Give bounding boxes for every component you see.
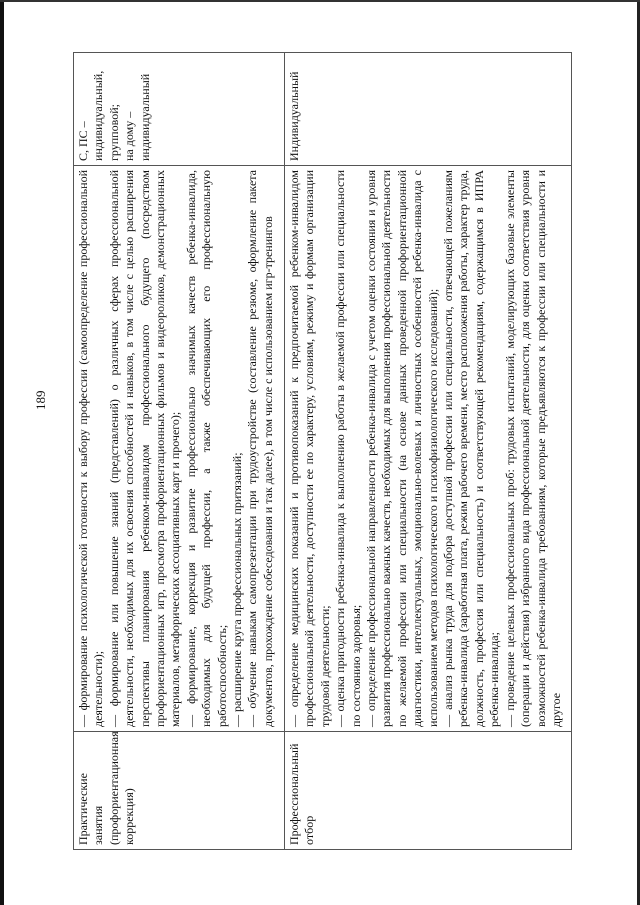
content-item: — определение профессиональной направленности ребенка-инвалида с учетом оценки состояния и уровня развития профессионально важных качеств, необходимых для выполнения профессиональной деятельности по желаемой профессии или специальности (на основе данных проведенной профориентационной диагностики, интеллектуальных, эмоционально-волевых и личностных особенностей ребенка-инвалида с использованием методов психологического и психофизиологического исследований); xyxy=(364,170,440,727)
activities-table xyxy=(73,52,572,850)
table-row xyxy=(285,53,572,850)
form-line: Индивидуальный xyxy=(287,71,301,161)
content-item: — расширение круга профессиональных притязаний; xyxy=(230,452,245,727)
activity-name: Практические занятия (профориентационная коррекция) xyxy=(76,731,137,845)
form-line: групповой; xyxy=(106,104,121,161)
activity-content-cell xyxy=(74,166,285,732)
activity-name-cell xyxy=(74,732,285,850)
activity-form-cell xyxy=(74,53,285,166)
scan-edge-top xyxy=(0,0,640,2)
form-line: на дому – xyxy=(122,111,137,161)
form-line: С, ПС – xyxy=(76,121,90,161)
table-row xyxy=(74,53,285,850)
activity-name: Профессиональный отбор xyxy=(287,743,317,845)
content-item: — оценка пригодности ребенка-инвалида к выполнению работы в желаемой профессии или специальности по состоянию здоровья; xyxy=(333,170,363,727)
content-item: — анализ рынка труда для подбора доступной профессии или специальности, отвечающей пожеланиям ребенка-инвалида (заработная плата, режим рабочего времени, место расположения работы, характер труда, должность, профессия или специальность) и соответствующей рекомендациям, содержащимся в ИПРА ребенка-инвалида; xyxy=(441,170,502,727)
activity-form-cell xyxy=(285,53,572,166)
content-item: — формирование или повышение знаний (представлений) о различных сферах профессиональной деятельности, необходимых для их освоения способностей и навыков, в том числе с целью расширения перспективы планирования ребенком-инвалидом профессионального будущего (посредством профориентационных игр, просмотра профориентационных фильмов и видеороликов, демонстрационных материалов, метафорических ассоциативных карт и прочего); xyxy=(106,170,183,727)
content-item: — определение медицинских показаний и противопоказаний к предпочитаемой ребенком-инвалидом профессиональной деятельности, доступности ее по характеру, условиям, режиму и формам организации трудовой деятельности; xyxy=(287,170,332,727)
form-line: индивидуальный xyxy=(137,73,152,161)
form-line: индивидуальный, xyxy=(91,70,106,161)
rotated-page xyxy=(73,53,571,850)
activity-content-cell xyxy=(285,166,572,732)
content-item: — обучение навыкам самопрезентации при трудоустройстве (составление резюме, оформление пакета документов, прохождение собеседования и так далее), в том числе с использованием игр-тренингов xyxy=(245,170,275,727)
page-number: 189 xyxy=(33,390,48,410)
activity-name-cell xyxy=(285,732,572,850)
content-item: — формирование психологической готовности к выбору профессии (самоопределение профессиональной деятельности); xyxy=(76,170,106,727)
content-item: — формирование, коррекция и развитие профессионально значимых качеств ребенка-инвалида, необходимых для будущей профессии, а также обеспечивающих его профессиональную работоспособность; xyxy=(183,170,229,727)
content-item: — проведение целевых профессиональных проб: трудовых испытаний, моделирующих базовые элементы (операции и действия) избранного вида профессиональной деятельности, для оценки соответствия уровня возможностей ребенка-инвалида требованиям, которые предъявляются к профессии или специальности и другое xyxy=(502,170,563,727)
scan-edge-left xyxy=(0,0,4,905)
